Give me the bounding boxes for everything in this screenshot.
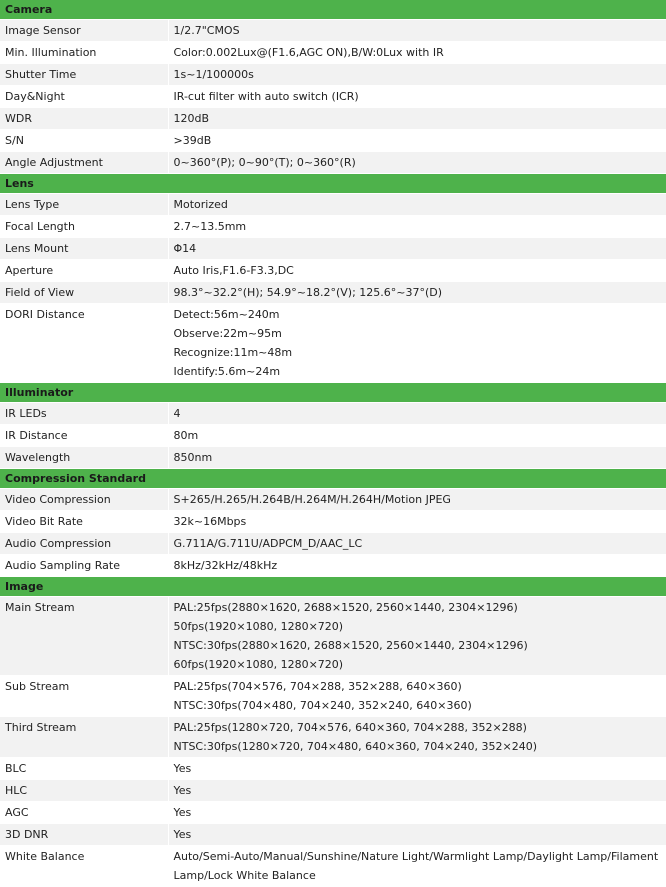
spec-value-line: Auto Iris,F1.6-F3.3,DC (174, 263, 666, 278)
spec-row (0, 130, 666, 152)
spec-label: White Balance (0, 846, 168, 887)
spec-value (168, 489, 666, 511)
spec-label: AGC (0, 802, 168, 824)
spec-value-line: 4 (174, 406, 666, 421)
spec-label: IR Distance (0, 425, 168, 447)
spec-label: Video Bit Rate (0, 511, 168, 533)
spec-value (168, 282, 666, 304)
spec-value (168, 304, 666, 383)
spec-value-line: Motorized (174, 197, 666, 212)
spec-row (0, 152, 666, 174)
spec-row (0, 511, 666, 533)
spec-label: Day&Night (0, 86, 168, 108)
spec-label: IR LEDs (0, 403, 168, 425)
spec-row (0, 20, 666, 42)
spec-value (168, 511, 666, 533)
spec-label: BLC (0, 758, 168, 780)
section-header (0, 0, 666, 20)
spec-value (168, 717, 666, 758)
spec-value (168, 42, 666, 64)
spec-row (0, 403, 666, 425)
spec-label: DORI Distance (0, 304, 168, 383)
spec-label: Field of View (0, 282, 168, 304)
spec-row (0, 597, 666, 676)
spec-value-line: 120dB (174, 111, 666, 126)
spec-value-line: NTSC:30fps(704×480, 704×240, 352×240, 640×360) (174, 698, 666, 713)
spec-row (0, 489, 666, 511)
spec-value-line: Auto/Semi-Auto/Manual/Sunshine/Nature Light/Warmlight Lamp/Daylight Lamp/Filament (174, 849, 666, 864)
spec-label: Focal Length (0, 216, 168, 238)
spec-label: Lens Type (0, 194, 168, 216)
spec-value-line: PAL:25fps(2880×1620, 2688×1520, 2560×1440, 2304×1296) (174, 600, 666, 615)
spec-value (168, 152, 666, 174)
spec-value-line: 98.3°~32.2°(H); 54.9°~18.2°(V); 125.6°~37°(D) (174, 285, 666, 300)
spec-row (0, 676, 666, 717)
spec-label: HLC (0, 780, 168, 802)
spec-row (0, 64, 666, 86)
spec-label: S/N (0, 130, 168, 152)
section-title: Illuminator (0, 383, 666, 403)
spec-row (0, 758, 666, 780)
spec-label: WDR (0, 108, 168, 130)
spec-value-line: 32k~16Mbps (174, 514, 666, 529)
spec-value-line: 8kHz/32kHz/48kHz (174, 558, 666, 573)
spec-value (168, 846, 666, 887)
spec-value-line: 1s~1/100000s (174, 67, 666, 82)
spec-row (0, 108, 666, 130)
spec-label: Min. Illumination (0, 42, 168, 64)
spec-value-line: Color:0.002Lux@(F1.6,AGC ON),B/W:0Lux with IR (174, 45, 666, 60)
spec-value-line: IR-cut filter with auto switch (ICR) (174, 89, 666, 104)
spec-label: Wavelength (0, 447, 168, 469)
spec-value (168, 20, 666, 42)
spec-row (0, 802, 666, 824)
spec-label: Video Compression (0, 489, 168, 511)
spec-label: Audio Sampling Rate (0, 555, 168, 577)
spec-value (168, 676, 666, 717)
spec-value-line: G.711A/G.711U/ADPCM_D/AAC_LC (174, 536, 666, 551)
spec-value (168, 194, 666, 216)
spec-value-line: 60fps(1920×1080, 1280×720) (174, 657, 666, 672)
spec-row (0, 780, 666, 802)
section-title: Compression Standard (0, 469, 666, 489)
spec-value (168, 260, 666, 282)
spec-row (0, 304, 666, 383)
spec-row (0, 555, 666, 577)
spec-label: Lens Mount (0, 238, 168, 260)
spec-label: 3D DNR (0, 824, 168, 846)
spec-value-line: 80m (174, 428, 666, 443)
spec-value (168, 555, 666, 577)
spec-label: Main Stream (0, 597, 168, 676)
spec-label: Image Sensor (0, 20, 168, 42)
spec-row (0, 216, 666, 238)
spec-value (168, 86, 666, 108)
spec-value (168, 758, 666, 780)
spec-label: Shutter Time (0, 64, 168, 86)
spec-row (0, 533, 666, 555)
spec-value-line: 0~360°(P); 0~90°(T); 0~360°(R) (174, 155, 666, 170)
spec-value-line: Yes (174, 783, 666, 798)
spec-value (168, 780, 666, 802)
spec-value (168, 533, 666, 555)
spec-value-line: NTSC:30fps(1280×720, 704×480, 640×360, 704×240, 352×240) (174, 739, 666, 754)
spec-value (168, 64, 666, 86)
spec-row (0, 194, 666, 216)
spec-value (168, 238, 666, 260)
section-title: Image (0, 577, 666, 597)
section-title: Camera (0, 0, 666, 20)
spec-row (0, 447, 666, 469)
spec-value-line: Yes (174, 827, 666, 842)
spec-value (168, 108, 666, 130)
spec-label: Sub Stream (0, 676, 168, 717)
spec-label: Angle Adjustment (0, 152, 168, 174)
spec-value-line: Yes (174, 805, 666, 820)
spec-row (0, 42, 666, 64)
spec-value-line: PAL:25fps(704×576, 704×288, 352×288, 640×360) (174, 679, 666, 694)
section-header (0, 577, 666, 597)
spec-row (0, 425, 666, 447)
section-header (0, 469, 666, 489)
spec-value (168, 597, 666, 676)
spec-label: Audio Compression (0, 533, 168, 555)
section-header (0, 174, 666, 194)
spec-label: Third Stream (0, 717, 168, 758)
spec-value (168, 447, 666, 469)
spec-value-line: Φ14 (174, 241, 666, 256)
spec-row (0, 282, 666, 304)
spec-value-line: PAL:25fps(1280×720, 704×576, 640×360, 704×288, 352×288) (174, 720, 666, 735)
spec-value-line: Lamp/Lock White Balance (174, 868, 666, 883)
spec-value (168, 130, 666, 152)
spec-value-line: S+265/H.265/H.264B/H.264M/H.264H/Motion JPEG (174, 492, 666, 507)
spec-value (168, 802, 666, 824)
spec-row (0, 238, 666, 260)
spec-row (0, 260, 666, 282)
spec-value-line: Observe:22m~95m (174, 326, 666, 341)
spec-value (168, 824, 666, 846)
spec-value (168, 403, 666, 425)
spec-label: Aperture (0, 260, 168, 282)
spec-row (0, 86, 666, 108)
spec-row (0, 846, 666, 887)
section-header (0, 383, 666, 403)
spec-value-line: 850nm (174, 450, 666, 465)
spec-row (0, 824, 666, 846)
spec-value (168, 425, 666, 447)
spec-value (168, 216, 666, 238)
section-title: Lens (0, 174, 666, 194)
spec-row (0, 717, 666, 758)
spec-value-line: Recognize:11m~48m (174, 345, 666, 360)
spec-value-line: NTSC:30fps(2880×1620, 2688×1520, 2560×1440, 2304×1296) (174, 638, 666, 653)
spec-value-line: Yes (174, 761, 666, 776)
spec-value-line: Detect:56m~240m (174, 307, 666, 322)
spec-value-line: >39dB (174, 133, 666, 148)
spec-value-line: 2.7~13.5mm (174, 219, 666, 234)
spec-value-line: 50fps(1920×1080, 1280×720) (174, 619, 666, 634)
spec-value-line: Identify:5.6m~24m (174, 364, 666, 379)
spec-value-line: 1/2.7"CMOS (174, 23, 666, 38)
